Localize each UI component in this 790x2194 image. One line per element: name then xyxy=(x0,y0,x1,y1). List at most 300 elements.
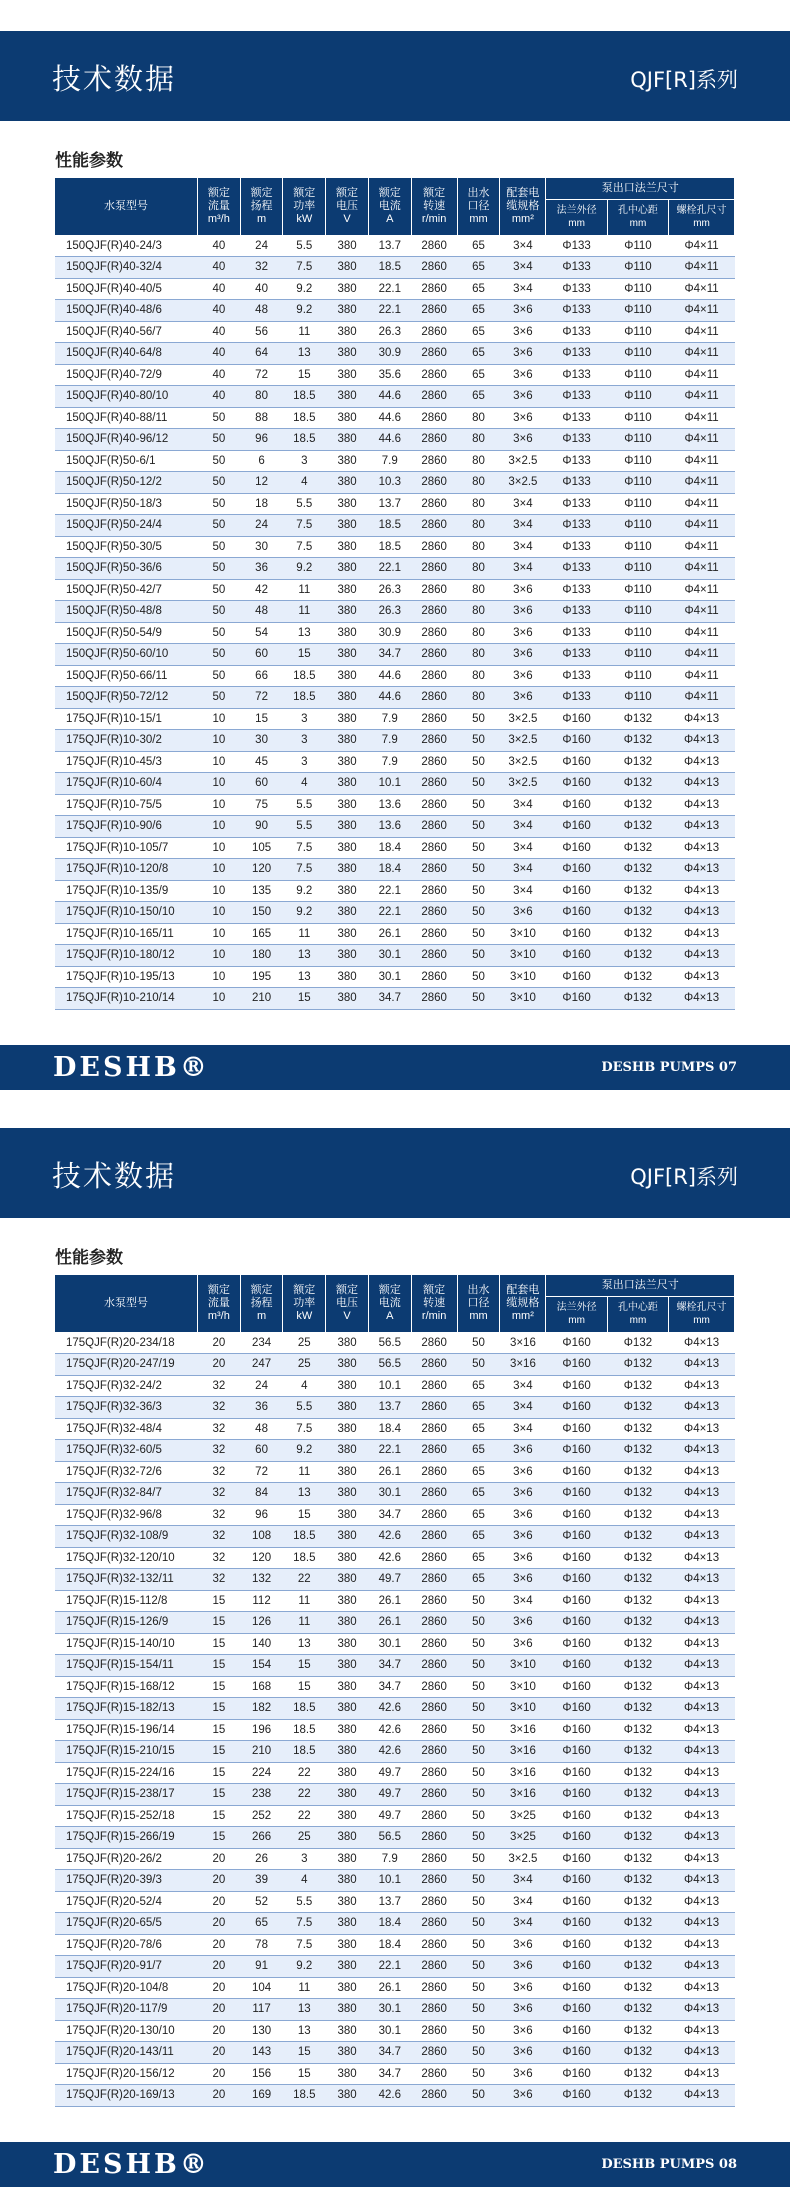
cell-flow: 10 xyxy=(197,751,240,773)
cell-current: 18.4 xyxy=(368,1418,411,1440)
header-power: 额定 功率 kW xyxy=(283,1275,326,1332)
header-flange-group: 泵出口法兰尺寸 xyxy=(546,178,735,199)
cell-head: 40 xyxy=(240,278,283,300)
cell-flange-pcd: Φ132 xyxy=(607,1354,668,1376)
cell-model: 150QJF(R)50-6/1 xyxy=(55,450,197,472)
cell-cable: 3×6 xyxy=(500,902,546,924)
cell-model: 175QJF(R)20-104/8 xyxy=(55,1977,197,1999)
cell-model: 150QJF(R)40-40/5 xyxy=(55,278,197,300)
cell-flange-bolt: Φ4×13 xyxy=(669,966,735,988)
cell-power: 3 xyxy=(283,730,326,752)
cell-cable: 3×4 xyxy=(500,1590,546,1612)
cell-speed: 2860 xyxy=(411,1719,457,1741)
cell-head: 143 xyxy=(240,2042,283,2064)
cell-outlet: 80 xyxy=(457,493,500,515)
cell-cable: 3×10 xyxy=(500,966,546,988)
cell-flow: 10 xyxy=(197,816,240,838)
cell-flow: 15 xyxy=(197,1784,240,1806)
cell-flow: 40 xyxy=(197,300,240,322)
cell-power: 15 xyxy=(283,1676,326,1698)
cell-cable: 3×4 xyxy=(500,859,546,881)
cell-voltage: 380 xyxy=(326,945,369,967)
cell-outlet: 65 xyxy=(457,1375,500,1397)
cell-head: 42 xyxy=(240,579,283,601)
cell-speed: 2860 xyxy=(411,1848,457,1870)
cell-flow: 50 xyxy=(197,622,240,644)
cell-speed: 2860 xyxy=(411,859,457,881)
cell-head: 182 xyxy=(240,1698,283,1720)
cell-cable: 3×4 xyxy=(500,515,546,537)
cell-outlet: 50 xyxy=(457,945,500,967)
cell-cable: 3×16 xyxy=(500,1354,546,1376)
cell-flange-od: Φ133 xyxy=(546,407,607,429)
header-power: 额定 功率 kW xyxy=(283,178,326,235)
cell-flange-pcd: Φ132 xyxy=(607,1547,668,1569)
table-row xyxy=(55,1977,735,1999)
cell-voltage: 380 xyxy=(326,1397,369,1419)
cell-flow: 10 xyxy=(197,837,240,859)
cell-speed: 2860 xyxy=(411,837,457,859)
cell-voltage: 380 xyxy=(326,1870,369,1892)
cell-model: 150QJF(R)50-48/8 xyxy=(55,601,197,623)
header-flange-pcd: 孔中心距 mm xyxy=(607,1296,668,1332)
cell-outlet: 65 xyxy=(457,1483,500,1505)
table-row xyxy=(55,988,735,1010)
cell-cable: 3×10 xyxy=(500,1676,546,1698)
cell-flange-bolt: Φ4×13 xyxy=(669,859,735,881)
cell-flange-od: Φ160 xyxy=(546,794,607,816)
cell-flange-pcd: Φ110 xyxy=(607,257,668,279)
cell-power: 15 xyxy=(283,988,326,1010)
cell-voltage: 380 xyxy=(326,1827,369,1849)
cell-speed: 2860 xyxy=(411,257,457,279)
cell-current: 13.7 xyxy=(368,235,411,257)
cell-outlet: 50 xyxy=(457,1741,500,1763)
cell-cable: 3×6 xyxy=(500,321,546,343)
cell-flange-pcd: Φ110 xyxy=(607,450,668,472)
cell-model: 175QJF(R)20-143/11 xyxy=(55,2042,197,2064)
cell-outlet: 50 xyxy=(457,1590,500,1612)
cell-outlet: 50 xyxy=(457,1977,500,1999)
cell-voltage: 380 xyxy=(326,880,369,902)
cell-flange-od: Φ160 xyxy=(546,2063,607,2085)
cell-head: 65 xyxy=(240,1913,283,1935)
cell-voltage: 380 xyxy=(326,902,369,924)
cell-flange-bolt: Φ4×11 xyxy=(669,235,735,257)
cell-flange-od: Φ160 xyxy=(546,923,607,945)
cell-cable: 3×4 xyxy=(500,536,546,558)
cell-head: 24 xyxy=(240,235,283,257)
header-flange-group: 泵出口法兰尺寸 xyxy=(546,1275,735,1296)
cell-model: 150QJF(R)40-64/8 xyxy=(55,343,197,365)
cell-head: 210 xyxy=(240,1741,283,1763)
cell-flange-bolt: Φ4×13 xyxy=(669,1547,735,1569)
cell-head: 112 xyxy=(240,1590,283,1612)
cell-model: 150QJF(R)50-18/3 xyxy=(55,493,197,515)
cell-speed: 2860 xyxy=(411,923,457,945)
cell-flange-od: Φ160 xyxy=(546,1504,607,1526)
cell-head: 234 xyxy=(240,1332,283,1354)
cell-voltage: 380 xyxy=(326,923,369,945)
cell-power: 7.5 xyxy=(283,536,326,558)
cell-model: 175QJF(R)20-234/18 xyxy=(55,1332,197,1354)
cell-power: 5.5 xyxy=(283,1891,326,1913)
cell-flange-pcd: Φ132 xyxy=(607,859,668,881)
cell-current: 22.1 xyxy=(368,278,411,300)
cell-flow: 15 xyxy=(197,1676,240,1698)
cell-flange-pcd: Φ132 xyxy=(607,1375,668,1397)
cell-model: 175QJF(R)20-169/13 xyxy=(55,2085,197,2107)
cell-outlet: 65 xyxy=(457,1418,500,1440)
cell-flow: 15 xyxy=(197,1827,240,1849)
cell-model: 175QJF(R)10-15/1 xyxy=(55,708,197,730)
cell-flange-pcd: Φ132 xyxy=(607,1569,668,1591)
cell-outlet: 50 xyxy=(457,794,500,816)
cell-flange-bolt: Φ4×13 xyxy=(669,2085,735,2107)
cell-head: 120 xyxy=(240,859,283,881)
cell-flange-bolt: Φ4×11 xyxy=(669,515,735,537)
cell-model: 175QJF(R)32-36/3 xyxy=(55,1397,197,1419)
cell-model: 175QJF(R)15-210/15 xyxy=(55,1741,197,1763)
cell-flow: 15 xyxy=(197,1698,240,1720)
cell-model: 175QJF(R)10-210/14 xyxy=(55,988,197,1010)
cell-flange-od: Φ160 xyxy=(546,1633,607,1655)
table-row xyxy=(55,1719,735,1741)
cell-outlet: 50 xyxy=(457,1633,500,1655)
cell-model: 175QJF(R)15-140/10 xyxy=(55,1633,197,1655)
cell-flange-pcd: Φ132 xyxy=(607,1676,668,1698)
cell-cable: 3×6 xyxy=(500,1956,546,1978)
table-row xyxy=(55,816,735,838)
cell-head: 135 xyxy=(240,880,283,902)
cell-head: 26 xyxy=(240,1848,283,1870)
table-row xyxy=(55,2063,735,2085)
table-row xyxy=(55,1569,735,1591)
cell-voltage: 380 xyxy=(326,2085,369,2107)
cell-cable: 3×6 xyxy=(500,364,546,386)
cell-model: 150QJF(R)50-54/9 xyxy=(55,622,197,644)
cell-current: 34.7 xyxy=(368,644,411,666)
cell-flow: 20 xyxy=(197,1977,240,1999)
table-row xyxy=(55,1762,735,1784)
cell-model: 175QJF(R)20-78/6 xyxy=(55,1934,197,1956)
cell-flow: 50 xyxy=(197,644,240,666)
cell-flange-od: Φ160 xyxy=(546,1977,607,1999)
cell-cable: 3×2.5 xyxy=(500,472,546,494)
cell-power: 13 xyxy=(283,343,326,365)
cell-head: 238 xyxy=(240,1784,283,1806)
cell-flange-bolt: Φ4×13 xyxy=(669,1590,735,1612)
cell-model: 175QJF(R)32-24/2 xyxy=(55,1375,197,1397)
cell-speed: 2860 xyxy=(411,1891,457,1913)
cell-flange-pcd: Φ110 xyxy=(607,386,668,408)
cell-speed: 2860 xyxy=(411,708,457,730)
cell-speed: 2860 xyxy=(411,558,457,580)
cell-head: 60 xyxy=(240,1440,283,1462)
cell-flange-od: Φ160 xyxy=(546,1784,607,1806)
cell-flange-od: Φ133 xyxy=(546,257,607,279)
cell-head: 210 xyxy=(240,988,283,1010)
table-row xyxy=(55,1547,735,1569)
cell-current: 44.6 xyxy=(368,386,411,408)
cell-model: 150QJF(R)50-66/11 xyxy=(55,665,197,687)
cell-head: 126 xyxy=(240,1612,283,1634)
cell-flange-pcd: Φ132 xyxy=(607,1332,668,1354)
cell-flange-bolt: Φ4×11 xyxy=(669,472,735,494)
cell-voltage: 380 xyxy=(326,1547,369,1569)
cell-power: 15 xyxy=(283,2042,326,2064)
cell-voltage: 380 xyxy=(326,235,369,257)
cell-flow: 40 xyxy=(197,343,240,365)
cell-voltage: 380 xyxy=(326,321,369,343)
cell-outlet: 65 xyxy=(457,1504,500,1526)
cell-flange-pcd: Φ110 xyxy=(607,429,668,451)
cell-current: 34.7 xyxy=(368,2042,411,2064)
cell-speed: 2860 xyxy=(411,1741,457,1763)
cell-power: 13 xyxy=(283,966,326,988)
cell-model: 175QJF(R)15-196/14 xyxy=(55,1719,197,1741)
cell-power: 9.2 xyxy=(283,300,326,322)
cell-flange-pcd: Φ110 xyxy=(607,343,668,365)
cell-flange-pcd: Φ132 xyxy=(607,2042,668,2064)
cell-model: 175QJF(R)20-91/7 xyxy=(55,1956,197,1978)
cell-flange-od: Φ160 xyxy=(546,2085,607,2107)
cell-flange-pcd: Φ132 xyxy=(607,2063,668,2085)
cell-flange-od: Φ133 xyxy=(546,343,607,365)
cell-head: 117 xyxy=(240,1999,283,2021)
cell-flow: 32 xyxy=(197,1375,240,1397)
cell-outlet: 50 xyxy=(457,2085,500,2107)
cell-current: 22.1 xyxy=(368,558,411,580)
cell-voltage: 380 xyxy=(326,1784,369,1806)
cell-power: 13 xyxy=(283,1999,326,2021)
cell-model: 150QJF(R)50-60/10 xyxy=(55,644,197,666)
header-model: 水泵型号 xyxy=(55,1275,197,1332)
cell-flange-bolt: Φ4×13 xyxy=(669,1504,735,1526)
table-row xyxy=(55,687,735,709)
cell-power: 9.2 xyxy=(283,902,326,924)
cell-head: 168 xyxy=(240,1676,283,1698)
cell-flange-od: Φ133 xyxy=(546,622,607,644)
cell-current: 49.7 xyxy=(368,1762,411,1784)
cell-outlet: 80 xyxy=(457,407,500,429)
cell-current: 13.7 xyxy=(368,1397,411,1419)
cell-head: 30 xyxy=(240,536,283,558)
cell-speed: 2860 xyxy=(411,536,457,558)
table-row xyxy=(55,515,735,537)
cell-model: 175QJF(R)32-120/10 xyxy=(55,1547,197,1569)
cell-model: 175QJF(R)20-65/5 xyxy=(55,1913,197,1935)
cell-cable: 3×4 xyxy=(500,1870,546,1892)
cell-flow: 20 xyxy=(197,1956,240,1978)
cell-outlet: 50 xyxy=(457,1956,500,1978)
table-row xyxy=(55,859,735,881)
cell-voltage: 380 xyxy=(326,1483,369,1505)
cell-flange-od: Φ133 xyxy=(546,450,607,472)
cell-head: 252 xyxy=(240,1805,283,1827)
cell-voltage: 380 xyxy=(326,257,369,279)
cell-outlet: 65 xyxy=(457,386,500,408)
cell-flow: 32 xyxy=(197,1461,240,1483)
cell-head: 24 xyxy=(240,1375,283,1397)
cell-flange-pcd: Φ132 xyxy=(607,1827,668,1849)
cell-speed: 2860 xyxy=(411,622,457,644)
cell-model: 150QJF(R)40-96/12 xyxy=(55,429,197,451)
cell-model: 175QJF(R)10-120/8 xyxy=(55,859,197,881)
cell-power: 7.5 xyxy=(283,837,326,859)
header-title: 技术数据 xyxy=(52,1159,177,1193)
table-row xyxy=(55,1676,735,1698)
cell-model: 150QJF(R)50-12/2 xyxy=(55,472,197,494)
cell-flange-od: Φ133 xyxy=(546,579,607,601)
cell-power: 3 xyxy=(283,450,326,472)
cell-cable: 3×6 xyxy=(500,1934,546,1956)
cell-model: 175QJF(R)32-108/9 xyxy=(55,1526,197,1548)
cell-model: 175QJF(R)20-52/4 xyxy=(55,1891,197,1913)
cell-flange-od: Φ133 xyxy=(546,429,607,451)
table-row xyxy=(55,386,735,408)
cell-head: 66 xyxy=(240,665,283,687)
cell-model: 175QJF(R)10-45/3 xyxy=(55,751,197,773)
cell-flange-pcd: Φ132 xyxy=(607,1483,668,1505)
cell-outlet: 50 xyxy=(457,880,500,902)
cell-outlet: 50 xyxy=(457,923,500,945)
cell-current: 26.1 xyxy=(368,1612,411,1634)
cell-model: 150QJF(R)50-24/4 xyxy=(55,515,197,537)
cell-current: 30.1 xyxy=(368,1999,411,2021)
cell-voltage: 380 xyxy=(326,708,369,730)
cell-current: 26.1 xyxy=(368,1590,411,1612)
cell-flange-bolt: Φ4×13 xyxy=(669,1848,735,1870)
cell-head: 72 xyxy=(240,364,283,386)
cell-cable: 3×16 xyxy=(500,1719,546,1741)
cell-current: 18.5 xyxy=(368,536,411,558)
cell-flange-bolt: Φ4×13 xyxy=(669,1354,735,1376)
cell-speed: 2860 xyxy=(411,1547,457,1569)
table-row xyxy=(55,1934,735,1956)
cell-power: 13 xyxy=(283,622,326,644)
page-header xyxy=(0,31,790,121)
cell-outlet: 80 xyxy=(457,515,500,537)
cell-flange-pcd: Φ132 xyxy=(607,816,668,838)
cell-head: 96 xyxy=(240,429,283,451)
table-row xyxy=(55,1612,735,1634)
cell-head: 88 xyxy=(240,407,283,429)
cell-speed: 2860 xyxy=(411,1633,457,1655)
cell-outlet: 50 xyxy=(457,902,500,924)
cell-flange-pcd: Φ132 xyxy=(607,1977,668,1999)
cell-flange-od: Φ160 xyxy=(546,988,607,1010)
cell-flange-pcd: Φ132 xyxy=(607,966,668,988)
cell-current: 18.4 xyxy=(368,859,411,881)
header-speed: 额定 转速 r/min xyxy=(411,1275,457,1332)
cell-head: 39 xyxy=(240,1870,283,1892)
cell-flow: 10 xyxy=(197,730,240,752)
cell-model: 175QJF(R)32-132/11 xyxy=(55,1569,197,1591)
cell-speed: 2860 xyxy=(411,945,457,967)
cell-flange-bolt: Φ4×13 xyxy=(669,902,735,924)
cell-speed: 2860 xyxy=(411,902,457,924)
cell-model: 175QJF(R)20-130/10 xyxy=(55,2020,197,2042)
cell-flange-bolt: Φ4×11 xyxy=(669,343,735,365)
cell-flange-pcd: Φ110 xyxy=(607,601,668,623)
cell-flange-pcd: Φ132 xyxy=(607,1913,668,1935)
cell-flange-pcd: Φ132 xyxy=(607,708,668,730)
cell-flow: 10 xyxy=(197,988,240,1010)
cell-power: 18.5 xyxy=(283,1719,326,1741)
cell-current: 13.6 xyxy=(368,794,411,816)
cell-cable: 3×4 xyxy=(500,1418,546,1440)
brand-logo: DESHB® xyxy=(53,1052,210,1083)
cell-outlet: 50 xyxy=(457,1848,500,1870)
cell-flange-pcd: Φ132 xyxy=(607,988,668,1010)
cell-voltage: 380 xyxy=(326,601,369,623)
cell-head: 224 xyxy=(240,1762,283,1784)
cell-flange-bolt: Φ4×13 xyxy=(669,773,735,795)
cell-flow: 50 xyxy=(197,450,240,472)
cell-model: 175QJF(R)15-168/12 xyxy=(55,1676,197,1698)
table-row xyxy=(55,429,735,451)
cell-speed: 2860 xyxy=(411,773,457,795)
cell-current: 22.1 xyxy=(368,300,411,322)
table-row xyxy=(55,1891,735,1913)
cell-flange-od: Φ160 xyxy=(546,859,607,881)
cell-flange-bolt: Φ4×13 xyxy=(669,1741,735,1763)
cell-flange-bolt: Φ4×11 xyxy=(669,601,735,623)
cell-cable: 3×6 xyxy=(500,407,546,429)
cell-power: 3 xyxy=(283,1848,326,1870)
table-row xyxy=(55,945,735,967)
cell-cable: 3×10 xyxy=(500,1655,546,1677)
cell-flange-od: Φ160 xyxy=(546,1440,607,1462)
cell-cable: 3×6 xyxy=(500,601,546,623)
cell-voltage: 380 xyxy=(326,2042,369,2064)
cell-flow: 50 xyxy=(197,515,240,537)
cell-flow: 50 xyxy=(197,536,240,558)
cell-outlet: 65 xyxy=(457,1440,500,1462)
cell-outlet: 80 xyxy=(457,622,500,644)
cell-outlet: 80 xyxy=(457,558,500,580)
cell-model: 175QJF(R)10-150/10 xyxy=(55,902,197,924)
cell-speed: 2860 xyxy=(411,601,457,623)
cell-voltage: 380 xyxy=(326,1569,369,1591)
cell-current: 26.3 xyxy=(368,579,411,601)
cell-power: 4 xyxy=(283,773,326,795)
cell-cable: 3×10 xyxy=(500,1698,546,1720)
cell-flange-bolt: Φ4×13 xyxy=(669,1676,735,1698)
header-cable: 配套电 缆规格 mm² xyxy=(500,178,546,235)
cell-flange-od: Φ133 xyxy=(546,278,607,300)
cell-flow: 10 xyxy=(197,902,240,924)
cell-speed: 2860 xyxy=(411,364,457,386)
cell-flange-od: Φ160 xyxy=(546,1762,607,1784)
cell-outlet: 50 xyxy=(457,1719,500,1741)
table-row xyxy=(55,450,735,472)
cell-speed: 2860 xyxy=(411,1999,457,2021)
cell-voltage: 380 xyxy=(326,1999,369,2021)
cell-current: 22.1 xyxy=(368,1956,411,1978)
cell-flange-od: Φ133 xyxy=(546,364,607,386)
table-row xyxy=(55,1504,735,1526)
cell-outlet: 65 xyxy=(457,1461,500,1483)
cell-flange-bolt: Φ4×13 xyxy=(669,1719,735,1741)
cell-flow: 15 xyxy=(197,1741,240,1763)
cell-current: 34.7 xyxy=(368,1655,411,1677)
header-head: 额定 扬程 m xyxy=(240,178,283,235)
cell-cable: 3×4 xyxy=(500,1891,546,1913)
cell-flow: 10 xyxy=(197,923,240,945)
table-row xyxy=(55,1784,735,1806)
